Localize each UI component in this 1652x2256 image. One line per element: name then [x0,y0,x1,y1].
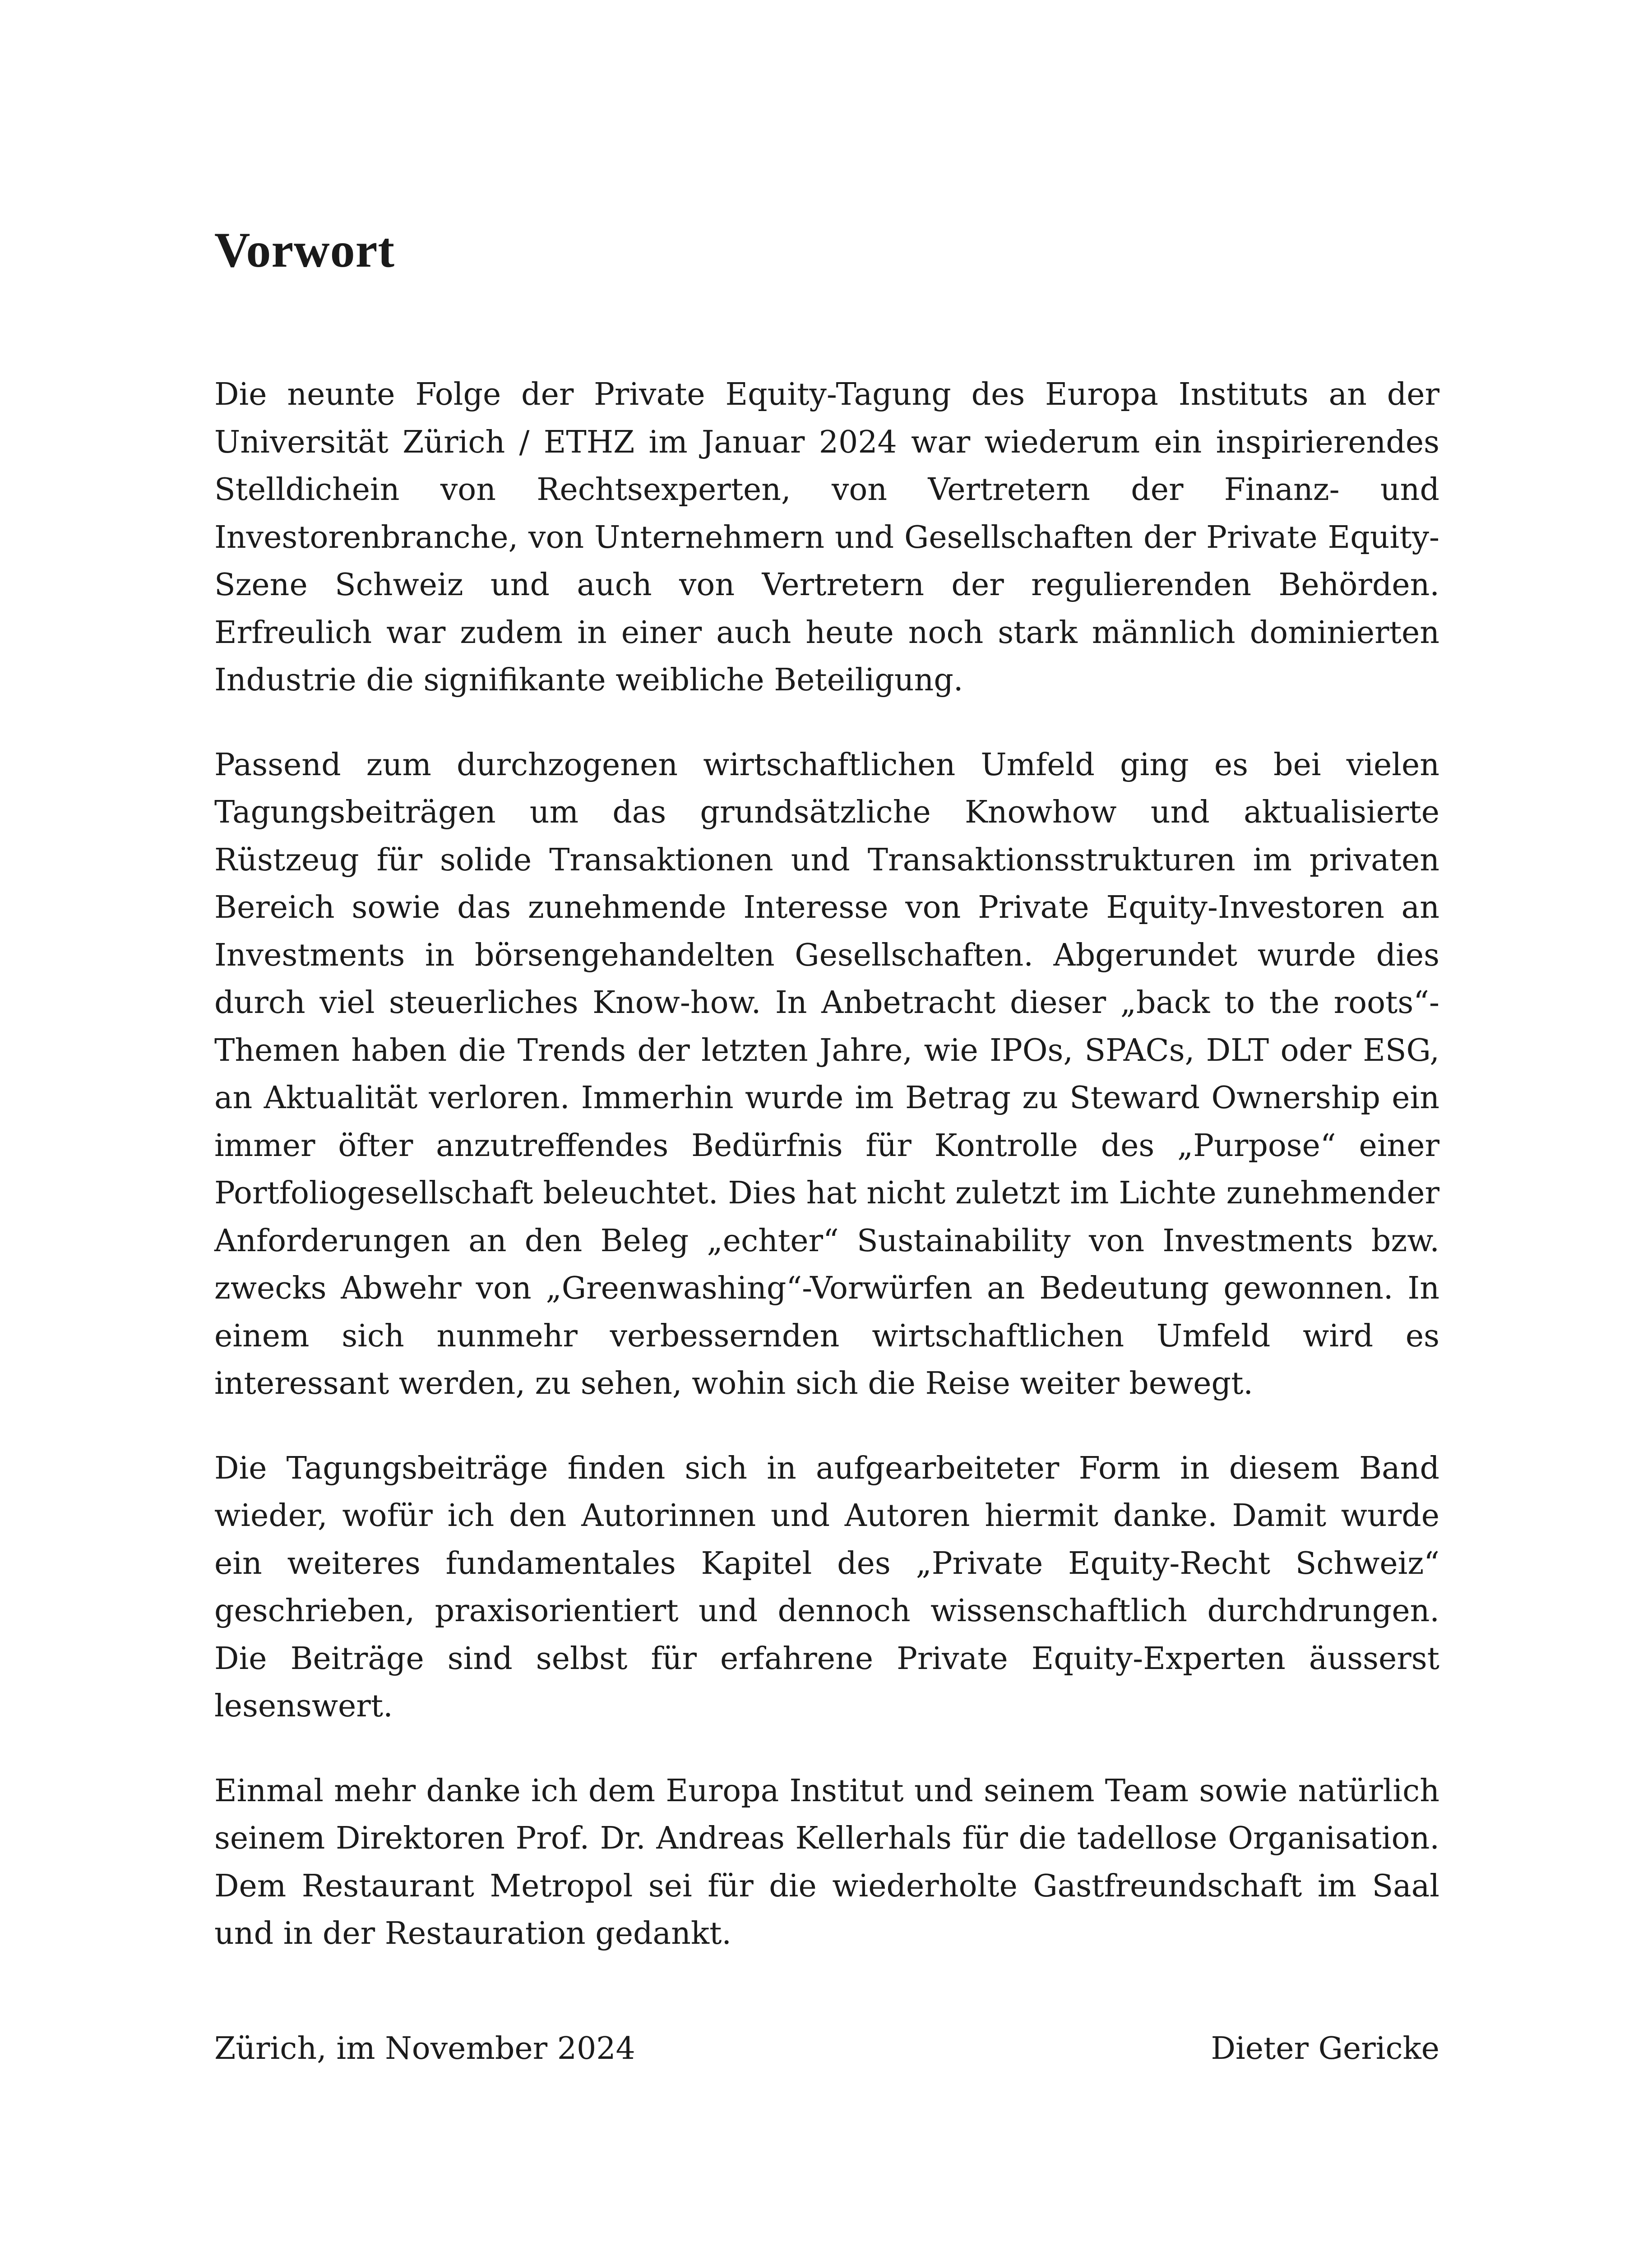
page-content [214,220,1439,2066]
paragraph-2: Passend zum durchzogenen wirtschaftlichen Umfeld ging es bei vielen Tagungsbeiträgen um das grundsätzliche Knowhow und aktualisierte Rüstzeug für solide Transaktionen und Transaktionsstrukturen im privaten Bereich sowie das zunehmende Interesse von Private Equity-Investoren an Investments in börsengehandelten Gesellschaften. Abgerundet wurde dies durch viel steuerliches Know-how. In Anbetracht dieser „back to the roots“-Themen haben die Trends der letzten Jahre, wie IPOs, SPACs, DLT oder ESG, an Aktualität verloren. Immerhin wurde im Betrag zu Steward Ownership ein immer öfter anzutreffendes Bedürfnis für Kontrolle des „Purpose“ einer Portfoliogesellschaft beleuchtet. Dies hat nicht zuletzt im Lichte zunehmender Anforderungen an den Beleg „echter“ Sustainability von Investments bzw. zwecks Abwehr von „Greenwashing“-Vorwürfen an Bedeutung gewonnen. In einem sich nunmehr verbessernden wirtschaftlichen Umfeld wird es interessant werden, zu sehen, wohin sich die Reise weiter bewegt. [214,747,1439,1401]
paragraph-3: Die Tagungsbeiträge finden sich in aufgearbeiteter Form in diesem Band wieder, wofür ich den Autorinnen und Autoren hiermit danke. Damit wurde ein weiteres fundamentales Kapitel des „Private Equity-Recht Schweiz“ geschrieben, praxisorientiert und dennoch wissenschaftlich durchdrungen. Die Beiträge sind selbst für erfahrene Private Equity-Experten äusserst lesenswert. [214,1450,1439,1724]
paragraph-1: Die neunte Folge der Private Equity-Tagung des Europa Instituts an der Universität Zürich / ETHZ im Januar 2024 war wiederum ein inspirierendes Stelldichein von Rechtsexperten, von Vertretern der Finanz- und Investorenbranche, von Unternehmern und Gesellschaften der Private Equity-Szene Schweiz und auch von Vertretern der regulierenden Behörden. Erfreulich war zudem in einer auch heute noch stark männlich dominierten Industrie die signifikante weibliche Beteiligung. [214,377,1439,698]
signature-row [214,2025,1439,2072]
body-text [214,371,1439,1958]
page-title: Vorwort [214,222,395,277]
author-name: Dieter Gericke [1211,2031,1439,2066]
place-date: Zürich, im November 2024 [214,2031,635,2066]
paragraph-4: Einmal mehr danke ich dem Europa Institut und seinem Team sowie natürlich seinem Direktoren Prof. Dr. Andreas Kellerhals für die tadellose Organisation. Dem Restaurant Metropol sei für die wiederholte Gastfreundschaft im Saal und in der Restauration gedankt. [214,1773,1439,1951]
